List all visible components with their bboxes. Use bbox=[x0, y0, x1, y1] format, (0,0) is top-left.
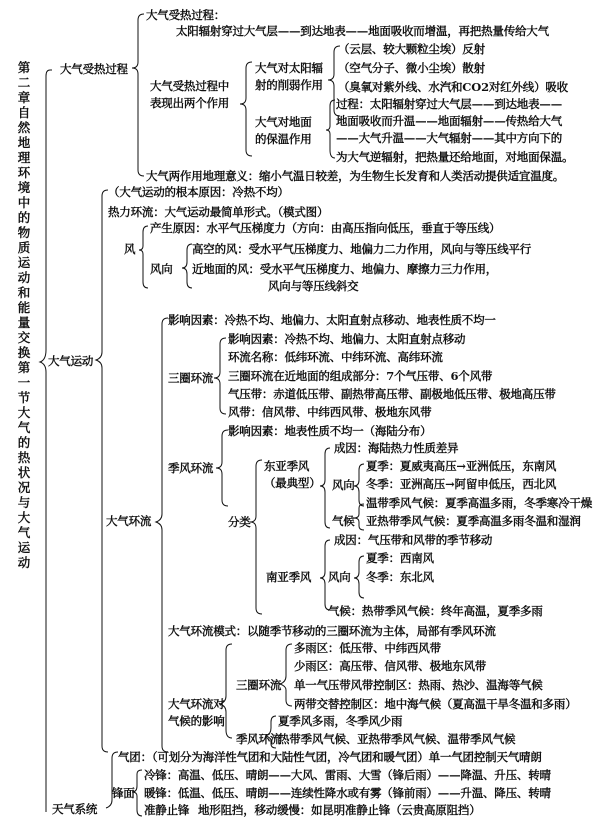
label-front: 锋面 bbox=[112, 786, 135, 800]
label-circ-effect-1: 大气环流对 bbox=[168, 697, 225, 711]
line-l23: 影响因素：冷热不均、地偏力、太阳直射点移动、地表性质不均一 bbox=[168, 313, 496, 327]
label-monsoon: 季风环流 bbox=[168, 461, 214, 475]
brace-east-asia-climate bbox=[354, 504, 364, 530]
line-l1: 大气受热过程： bbox=[146, 8, 226, 22]
label-air-circulation: 大气环流 bbox=[106, 514, 152, 528]
line-l31: 夏季：夏威夷高压→亚洲低压，东南风 bbox=[366, 459, 557, 473]
brace-two-effects bbox=[240, 62, 252, 156]
label-wind-dir: 风向 bbox=[150, 262, 173, 276]
line-l7: （云层、较大颗粒尘埃）反射 bbox=[338, 42, 485, 56]
line-l16: 大气两作用地理意义：缩小气温日较差，为生物生长发育和人类活动提供适宜温度。 bbox=[146, 169, 565, 183]
label-circ-effect-2: 气候的影响 bbox=[168, 714, 225, 728]
brace-heat-process bbox=[132, 14, 144, 176]
label-air-motion: 大气运动 bbox=[48, 354, 94, 368]
line-l42: 单一气压带风带控制区：热雨、热沙、温海等气候 bbox=[294, 678, 543, 692]
brace-monsoon bbox=[216, 430, 228, 506]
line-l10: 大气对地面 bbox=[255, 115, 312, 129]
line-l36: 夏季：西南风 bbox=[366, 551, 434, 565]
line-l9: （臭氧对紫外线、水汽和CO2对红外线）吸收 bbox=[338, 80, 568, 94]
line-l2: 太阳辐射穿过大气层——到达地表——地面吸收而增温，再把热量传给大气 bbox=[176, 24, 549, 38]
brace-east-asia-wind bbox=[354, 464, 364, 506]
label-wind-dir-ea: 风向 bbox=[332, 478, 355, 492]
line-l43: 两带交替控制区：地中海气候（夏高温干旱冬温和多雨） bbox=[294, 697, 577, 711]
line-l37: 冬季：东北风 bbox=[366, 570, 434, 584]
label-wind-dir-sa: 风向 bbox=[328, 570, 351, 584]
line-l20: 高空的风：受水平气压梯度力、地偏力二力作用，风向与等压线平行 bbox=[192, 242, 531, 256]
label-weather-system: 天气系统 bbox=[52, 802, 98, 816]
line-l32: 冬季：亚洲高压→阿留申低压，西北风 bbox=[366, 477, 557, 491]
line-l45: 热带季风气候、亚热带季风气候、温带季风气候 bbox=[278, 732, 516, 746]
line-l18: 热力环流：大气运动最简单形式。（模式图） bbox=[108, 205, 329, 219]
label-climate-ea: 气候 bbox=[332, 514, 355, 528]
line-l44: 夏季风多雨，冬季风少雨 bbox=[278, 714, 403, 728]
line-l47: 冷锋：高温、低压、晴朗——大风、雷雨、大雪（锋后雨）——降温、升压、转晴 bbox=[144, 768, 551, 782]
label-three-cell: 三圈环流 bbox=[168, 371, 214, 385]
brace-east-asia bbox=[320, 448, 330, 528]
label-heat-process: 大气受热过程 bbox=[60, 62, 128, 76]
side-title: 第二章自然地理环境中的物质运动和能量交换第一节大气的热状况与大气运动 bbox=[17, 60, 31, 570]
brace-classify bbox=[250, 460, 262, 614]
line-l4: 表现出两个作用 bbox=[150, 96, 230, 110]
label-sa-monsoon: 南亚季风 bbox=[266, 570, 312, 584]
label-wind: 风 bbox=[124, 242, 136, 256]
label-three-cell-2: 三圈环流 bbox=[236, 678, 282, 692]
line-l39: 大气环流模式：以随季节移动的三圈环流为主体，局部有季风环流 bbox=[168, 624, 496, 638]
line-l24: 影响因素：冷热不均、地偏力、太阳直射点移动 bbox=[228, 332, 466, 346]
line-l13: 地面吸收而升温——地面辐射——传热给大气 bbox=[336, 114, 562, 128]
line-l29: 影响因素：地表性质不均一（海陆分布） bbox=[228, 424, 432, 438]
brace-insulation bbox=[326, 100, 335, 158]
line-l5: 大气对太阳辐 bbox=[255, 61, 323, 75]
line-l25: 环流名称：低纬环流、中纬环流、高纬环流 bbox=[228, 350, 443, 364]
line-l46: 气团：（可划分为海洋性气团和大陆性气团，冷气团和暖气团）单一气团控制天气晴朗 bbox=[118, 750, 542, 764]
line-l35: 成因：气压带和风带的季节移动 bbox=[334, 533, 493, 547]
brace-circulation bbox=[156, 318, 168, 752]
line-l12: 过程：太阳辐射穿过大气层——到达地表—— bbox=[336, 97, 562, 111]
line-l17: （大气运动的根本原因：冷热不均） bbox=[108, 185, 289, 199]
label-monsoon-2: 季风环流 bbox=[236, 732, 282, 746]
brace-wind-dir bbox=[182, 244, 192, 288]
line-l34: 亚热带季风气候：夏季高温多雨冬温和湿润 bbox=[366, 514, 581, 528]
line-l21: 近地面的风：受水平气压梯度力、地偏力、摩擦力三力作用， bbox=[192, 262, 498, 276]
line-l8: （空气分子、微小尘埃）散射 bbox=[338, 61, 485, 75]
line-l14: ——大气升温——大气辐射——其中方向下的 bbox=[336, 131, 562, 145]
brace-wind bbox=[139, 226, 148, 288]
line-l28: 风带：信风带、中纬西风带、极地东风带 bbox=[228, 405, 432, 419]
line-l19: 产生原因：水平气压梯度力（方向：由高压指向低压，垂直于等压线） bbox=[150, 221, 501, 235]
line-l49: 地形阻挡，移动缓慢：如昆明准静止锋（云贵高原阻挡） bbox=[198, 803, 481, 817]
label-ea-monsoon-1: 东亚季风 bbox=[264, 459, 310, 473]
label-classify: 分类 bbox=[228, 515, 251, 529]
line-l26: 三圈环流在近地面的组成部分：7个气压带、6个风带 bbox=[228, 369, 493, 383]
line-l40: 多雨区：低压带、中纬西风带 bbox=[294, 641, 441, 655]
line-l3: 大气受热过程中 bbox=[150, 79, 230, 93]
line-l41: 少雨区：高压带、信风带、极地东风带 bbox=[294, 659, 487, 673]
line-l27: 气压带：赤道低压带、副热带高压带、副极地低压带、极地高压带 bbox=[228, 387, 556, 401]
brace-motion bbox=[96, 190, 108, 752]
brace-three-cell bbox=[214, 338, 226, 414]
brace-south-asia-wind bbox=[354, 556, 364, 598]
line-l33: 温带季风气候：夏季高温多雨，冬季寒冷干燥 bbox=[366, 496, 592, 510]
line-l38: 气候：热带季风气候：终年高温，夏季多雨 bbox=[328, 604, 543, 618]
brace-main bbox=[40, 70, 52, 812]
line-l11: 的保温作用 bbox=[255, 132, 312, 146]
line-l15: 为大气逆辐射，把热量还给地面，对地面保温。 bbox=[336, 150, 574, 164]
label-ea-monsoon-2: （最典型） bbox=[264, 476, 321, 490]
line-l22: 风向与等压线斜交 bbox=[268, 279, 359, 293]
line-l30: 成因：海陆热力性质差异 bbox=[334, 441, 459, 455]
brace-three-cell-2 bbox=[280, 644, 292, 706]
line-l6: 射的削弱作用 bbox=[255, 78, 323, 92]
line-l48: 暖锋：低温、低压、晴朗——连续性降水或有雾（锋前雨）——升温、降压、转晴 bbox=[144, 786, 551, 800]
label-quasi-stationary: 准静止锋 bbox=[144, 803, 190, 817]
